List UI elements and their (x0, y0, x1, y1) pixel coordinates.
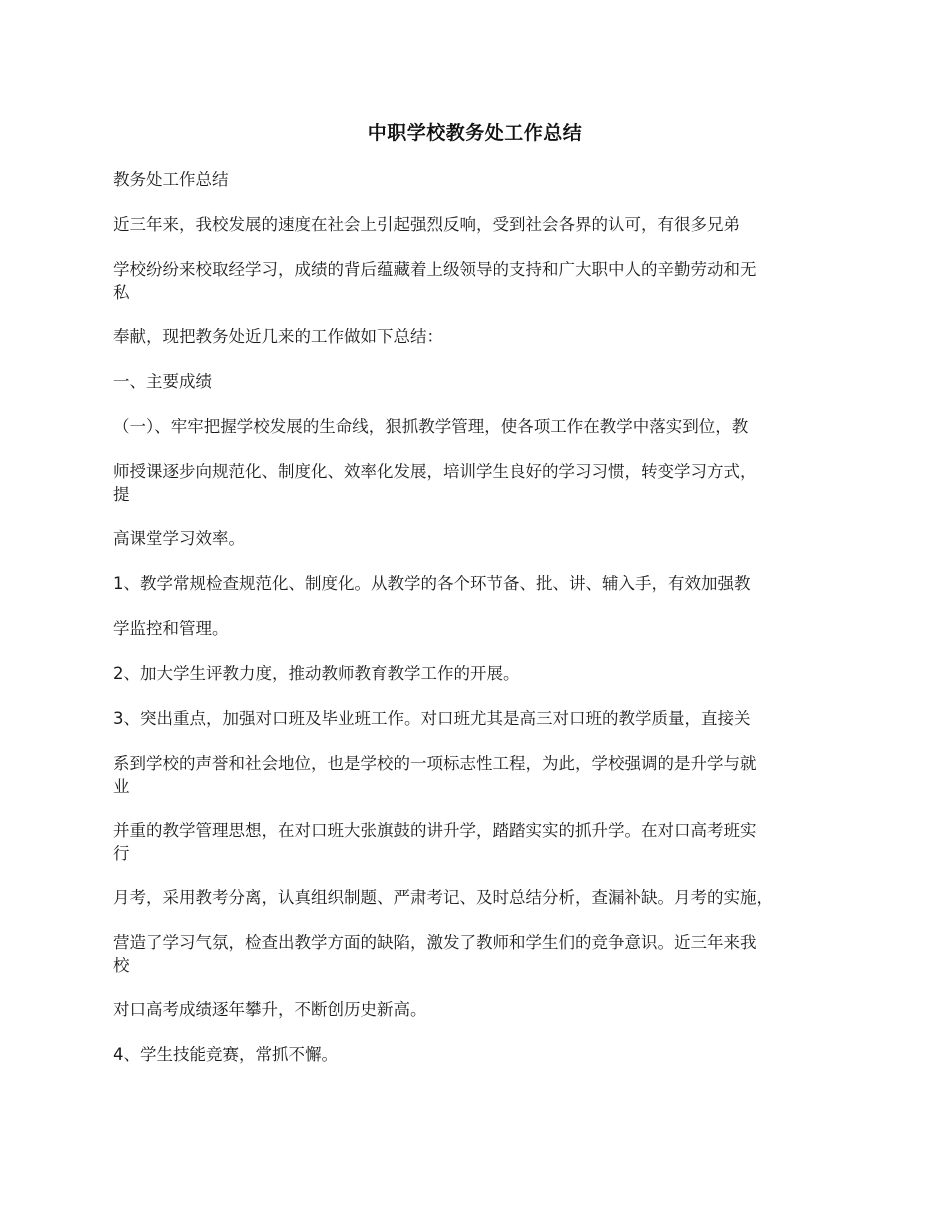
paragraph-line: 教务处工作总结 (113, 170, 229, 189)
paragraph-line: 高课堂学习效率。 (113, 529, 245, 548)
document-title: 中职学校教务处工作总结 (367, 122, 583, 144)
paragraph-line-wrap: 业 (113, 777, 130, 796)
paragraph-line: 学监控和管理。 (113, 619, 229, 638)
paragraph-line-wrap: 校 (113, 956, 130, 975)
paragraph-line: 对口高考成绩逐年攀升，不断创历史新高。 (113, 1000, 427, 1019)
paragraph-line: 营造了学习气氛，检查出教学方面的缺陷，激发了教师和学生们的竞争意识。近三年来我 (113, 933, 757, 952)
paragraph-line-wrap: 私 (113, 283, 130, 302)
paragraph-line: 近三年来，我校发展的速度在社会上引起强烈反响，受到社会各界的认可，有很多兄弟 (113, 215, 740, 234)
paragraph-line: 4、学生技能竞赛，常抓不懈。 (113, 1045, 338, 1064)
paragraph-line: 1、教学常规检查规范化、制度化。从教学的各个环节备、批、讲、辅入手，有效加强教 (113, 574, 751, 593)
paragraph-line: 系到学校的声誉和社会地位，也是学校的一项标志性工程，为此，学校强调的是升学与就 (113, 754, 757, 773)
paragraph-line-wrap: 提 (113, 485, 130, 504)
paragraph-line: 学校纷纷来校取经学习，成绩的背后蕴藏着上级领导的支持和广大职中人的辛勤劳动和无 (113, 260, 757, 279)
paragraph-line: 并重的教学管理思想，在对口班大张旗鼓的讲升学，踏踏实实的抓升学。在对口高考班实 (113, 821, 757, 840)
paragraph-line-wrap: 行 (113, 844, 130, 863)
document-body (113, 167, 853, 1067)
paragraph-line: 3、突出重点，加强对口班及毕业班工作。对口班尤其是高三对口班的教学质量，直接关 (113, 709, 751, 728)
section-heading: 一、主要成绩 (113, 372, 212, 391)
paragraph-line: 月考，采用教考分离，认真组织制题、严肃考记、及时总结分析，查漏补缺。月考的实施， (113, 888, 773, 907)
paragraph-line: 师授课逐步向规范化、制度化、效率化发展，培训学生良好的学习习惯，转变学习方式， (113, 462, 757, 481)
paragraph-line: （一）、牢牢把握学校发展的生命线，狠抓教学管理，使各项工作在教学中落实到位，教 (113, 417, 749, 436)
paragraph-line: 2、加大学生评教力度，推动教师教育教学工作的开展。 (113, 664, 520, 683)
paragraph-line: 奉献，现把教务处近几来的工作做如下总结： (113, 327, 443, 346)
